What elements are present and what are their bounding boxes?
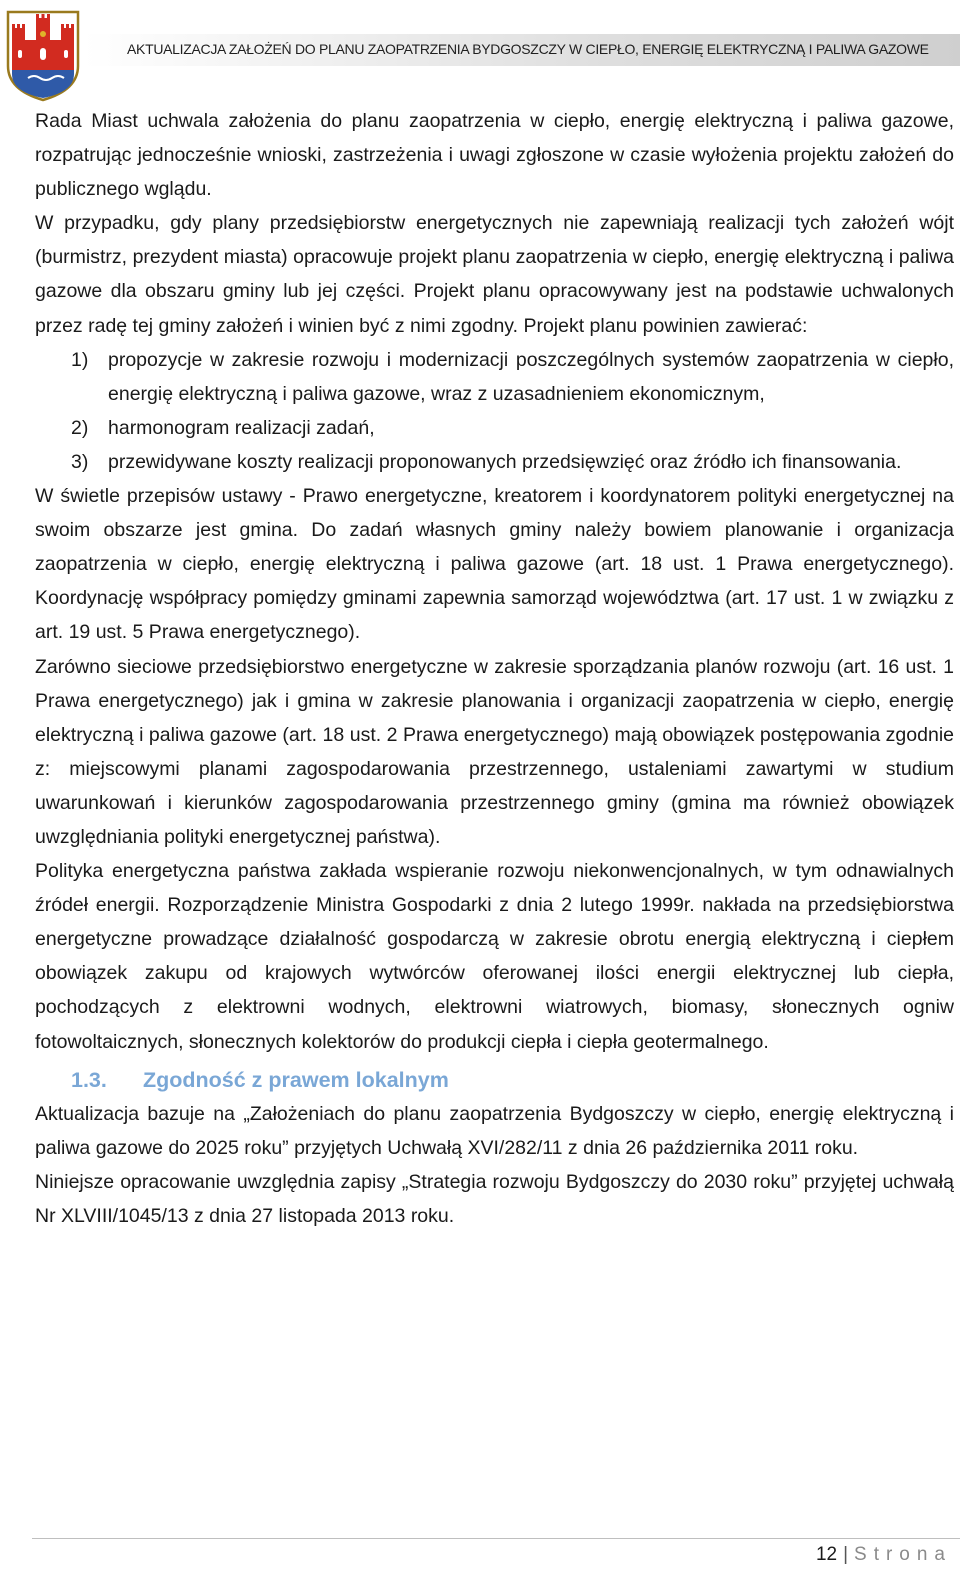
list-item-text: propozycje w zakresie rozwoju i modernizacji poszczególnych systemów zaopatrzenia w ciepło, energię elektryczną i paliwa gazowe, wraz z uzasadnieniem ekonomicznym, [108, 348, 954, 405]
section-heading [35, 1059, 954, 1097]
list-item [35, 411, 954, 445]
paragraph: Niniejsze opracowanie uwzględnia zapisy „Strategia rozwoju Bydgoszczy do 2030 roku” przyjętej uchwałą Nr XLVIII/1045/13 z dnia 27 listopada 2013 roku. [35, 1170, 954, 1227]
section-title: Zgodność z prawem lokalnym [143, 1067, 449, 1092]
footer-separator: | [843, 1544, 849, 1565]
paragraph: Polityka energetyczna państwa zakłada wspieranie rozwoju niekonwencjonalnych, w tym odnawialnych źródeł energii. Rozporządzenie Ministra Gospodarki z dnia 2 lutego 1999r. nakłada na przedsiębiorstwa energetyczne prowadzące działalność gospodarczą w zakresie obrotu energią elektryczną i ciepłem obowiązek zakupu od krajowych wytwórców oferowanej ilości energii elektrycznej lub ciepła, pochodzących z elektrowni wodnych, elektrowni wiatrowych, biomasy, słonecznych ogniw fotowoltaicznych, słonecznych kolektorów do produkcji ciepła i ciepła geotermalnego. [35, 860, 954, 1053]
list-item-number: 1) [71, 348, 89, 371]
list-item-number: 3) [71, 450, 89, 473]
document-body [35, 104, 954, 1233]
footer-divider [32, 1538, 960, 1539]
list-item-text: harmonogram realizacji zadań, [108, 416, 375, 439]
page-header [0, 0, 960, 105]
paragraph: Aktualizacja bazuje na „Założeniach do planu zaopatrzenia Bydgoszczy w ciepło, energię elektryczną i paliwa gazowe do 2025 roku” przyjętych Uchwałą XVI/282/11 z dnia 26 października 2011 roku. [35, 1102, 954, 1159]
list-item-text: przewidywane koszty realizacji proponowanych przedsięwzięć oraz źródło ich finansowania. [108, 450, 902, 473]
page-number: 12 [815, 1544, 838, 1565]
list-item [35, 445, 954, 479]
section-number: 1.3. [71, 1067, 107, 1092]
paragraph: Zarówno sieciowe przedsiębiorstwo energetyczne w zakresie sporządzania planów rozwoju (art. 16 ust. 1 Prawa energetycznego) jak i gmina w zakresie planowania i organizacji zaopatrzenia w ciepło, energię elektryczną i paliwa gazowe (art. 18 ust. 2 Prawa energetycznego) mają obowiązek postępowania zgodnie z: miejscowymi planami zagospodarowania przestrzennego, ustaleniami zawartymi w studium uwarunkowań i kierunków zagospodarowania przestrzennego gminy (gmina ma również obowiązek uwzględniania polityki energetycznej państwa). [35, 655, 954, 848]
paragraph: Rada Miast uchwala założenia do planu zaopatrzenia w ciepło, energię elektryczną i paliwa gazowe, rozpatrując jednocześnie wnioski, zastrzeżenia i uwagi zgłoszone w czasie wyłożenia projektu założeń do publicznego wglądu. [35, 110, 954, 201]
page-footer [816, 1543, 952, 1567]
list-item-number: 2) [71, 416, 89, 439]
paragraph: W świetle przepisów ustawy - Prawo energetyczne, kreatorem i koordynatorem polityki energetycznej na swoim obszarze jest gmina. Do zadań własnych gminy należy bowiem planowanie i organizacja zaopatrzenia w ciepło, energię elektryczną i paliwa gazowe (art. 18 ust. 1 Prawa energetycznego). Koordynację współpracy pomiędzy gminami zapewnia samorząd województwa (art. 17 ust. 1 w związku z art. 19 ust. 5 Prawa energetycznego). [35, 485, 954, 644]
city-crest-icon [2, 4, 84, 102]
numbered-list [35, 343, 954, 479]
page-label: Strona [854, 1544, 952, 1565]
running-header-title: AKTUALIZACJA ZAŁOŻEŃ DO PLANU ZAOPATRZENIA BYDGOSZCZY W CIEPŁO, ENERGIĘ ELEKTRYCZNĄ I PALIWA GAZOWE [127, 41, 929, 57]
list-item [35, 343, 954, 411]
paragraph: W przypadku, gdy plany przedsiębiorstw energetycznych nie zapewniają realizacji tych założeń wójt (burmistrz, prezydent miasta) opracowuje projekt planu zaopatrzenia w ciepło, energię elektryczną i paliwa gazowe dla obszaru gminy lub jej części. Projekt planu opracowywany jest na podstawie uchwalonych przez radę tej gminy założeń i winien być z nimi zgodny. Projekt planu powinien zawierać: [35, 212, 954, 337]
